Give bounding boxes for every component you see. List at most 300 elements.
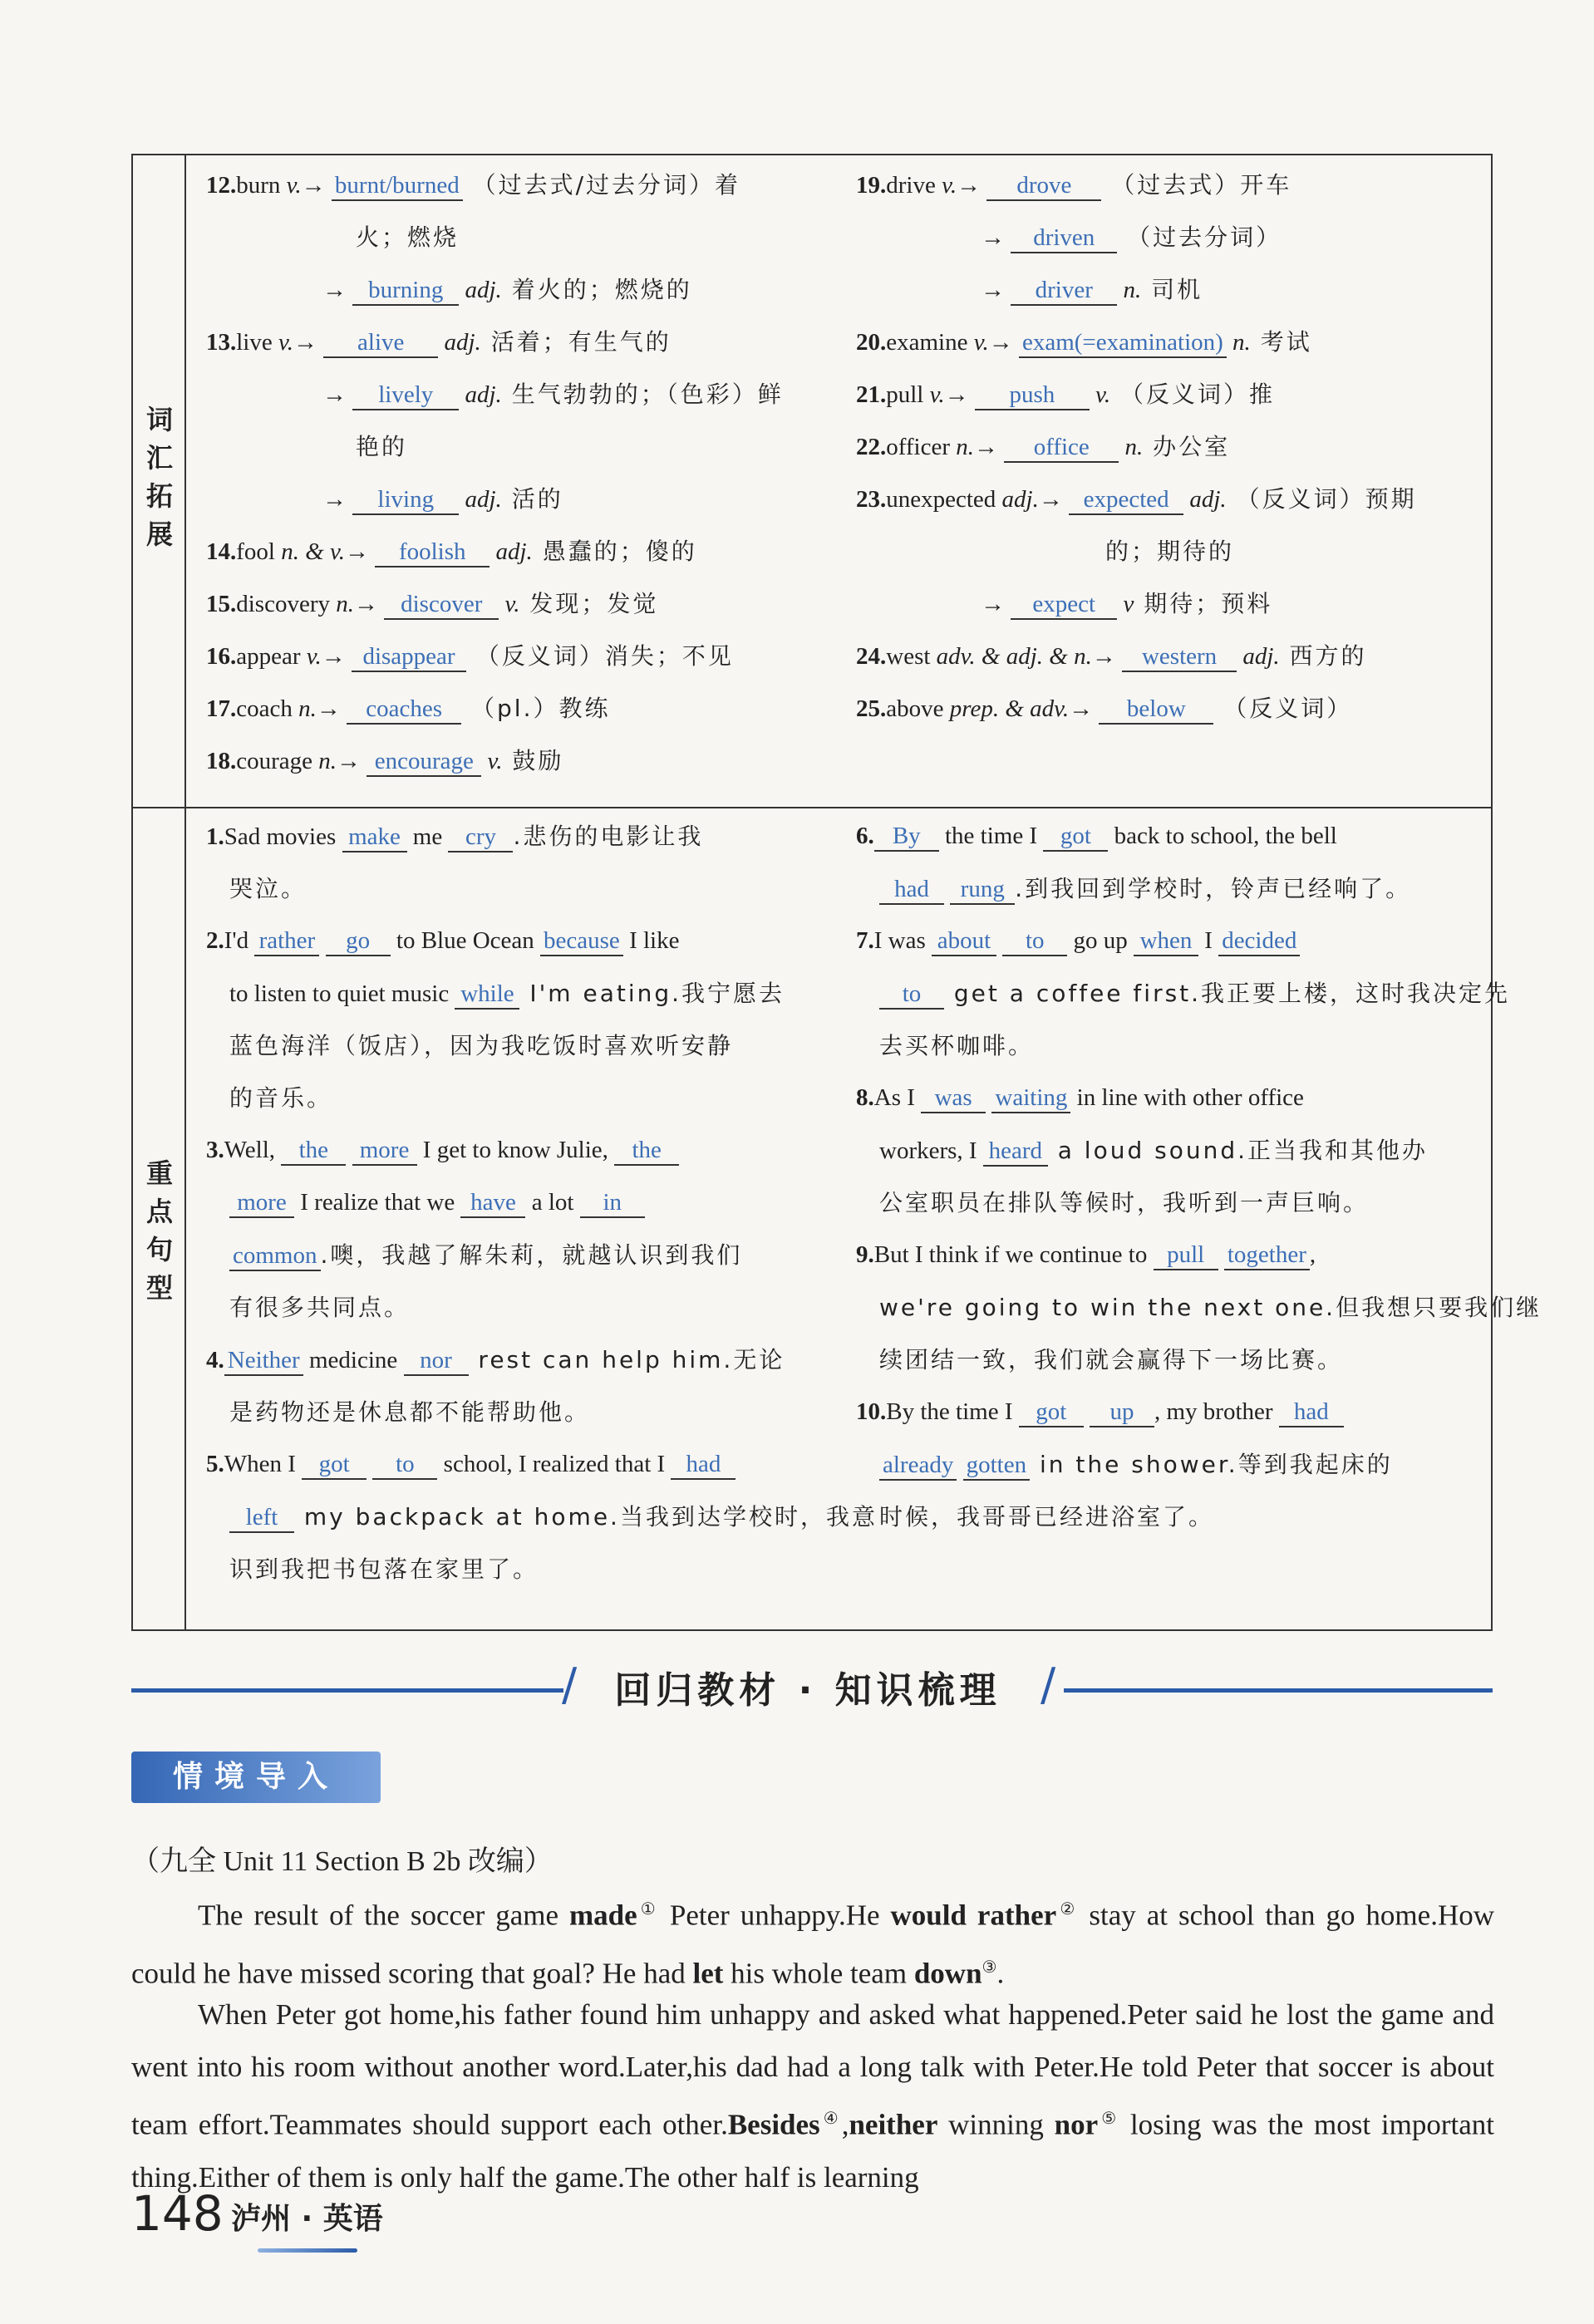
reading-text: stay at school than go home.How could he have missed scoring that goal? He had	[131, 1899, 1494, 1990]
sentence-number: 7.	[856, 927, 874, 954]
sentence-line	[879, 1124, 1428, 1177]
part-of-speech: prep. & adv.→	[949, 695, 1094, 722]
sentence-line	[229, 1229, 742, 1282]
answer-blank: encourage	[367, 747, 481, 777]
sentence-text: I'd	[224, 927, 255, 954]
sentence-line	[206, 915, 679, 967]
vocab-line	[856, 368, 1275, 421]
arrow-glyph: →	[981, 224, 1011, 251]
part-of-speech: adj.	[495, 538, 533, 565]
reading-text: losing was the most important thing.Either of them is only half the game.The other half is learning	[131, 2108, 1494, 2194]
vocab-label-4: 展	[145, 518, 173, 550]
key-phrase: Besides	[727, 2108, 820, 2141]
vocab-line	[856, 682, 1352, 735]
footnote-marker: ③	[981, 1958, 997, 1977]
headword: fool	[236, 538, 282, 565]
answer-blank: to	[879, 980, 944, 1010]
answer-blank: By	[874, 822, 939, 852]
key-phrase: down	[913, 1957, 982, 1990]
item-number: 14.	[206, 538, 237, 565]
answer-blank: lively	[352, 381, 459, 410]
vocab-line	[206, 577, 658, 631]
sentence-line	[229, 1386, 590, 1439]
sentence-text: 去买杯咖啡。	[879, 1032, 1035, 1059]
sentence-line	[879, 862, 1411, 916]
part-of-speech: v	[1123, 591, 1134, 617]
item-number: 13.	[206, 329, 237, 356]
part-of-speech: n.	[1123, 277, 1142, 303]
item-number: 12.	[206, 172, 237, 199]
answer-blank: heard	[983, 1137, 1048, 1167]
sentence-text: back to school, the bell	[1108, 823, 1337, 849]
sentence-line	[206, 810, 703, 863]
part-of-speech: v.→	[306, 643, 346, 670]
gloss-continued: 艳的	[356, 433, 408, 460]
scene-intro-tag: 情境导入	[131, 1752, 381, 1803]
reading-text: winning	[937, 2108, 1055, 2141]
answer-blank: expected	[1069, 485, 1183, 515]
part-of-speech: v.→	[929, 381, 969, 408]
answer-blank: had	[1279, 1398, 1344, 1427]
answer-blank: had	[671, 1450, 736, 1480]
part-of-speech: n.→	[298, 695, 341, 722]
sentence-number: 8.	[856, 1084, 874, 1111]
part-of-speech: n. & v.→	[281, 538, 369, 565]
reading-text: When Peter got home,his father found him unhappy and asked what happened.Peter said he lost the game and went into his room without another word.Later,his dad had a long talk with Peter.He told Peter that soccer is about team effort.Teammates should support each other.	[131, 1998, 1494, 2141]
vocab-line	[206, 682, 610, 735]
reading-text: The result of the soccer game	[198, 1899, 569, 1932]
answer-blank: rung	[950, 875, 1015, 905]
sentence-text: 哭泣。	[229, 875, 307, 902]
banner-line-right	[1064, 1688, 1493, 1693]
sentence-line	[879, 1281, 1542, 1334]
gloss: 活的	[501, 485, 563, 513]
vocab-line	[206, 316, 672, 369]
sentence-text: 公室职员在排队等候时，我听到一声巨响。	[879, 1189, 1370, 1216]
part-of-speech: adj.	[1242, 643, 1280, 670]
answer-blank: decided	[1218, 926, 1300, 956]
headword: drive	[886, 172, 942, 199]
vocab-line	[206, 735, 563, 788]
gloss: 办公室	[1143, 433, 1231, 460]
sentence-text	[1084, 1398, 1090, 1425]
sentence-text: a lot	[525, 1189, 580, 1216]
sentence-text: medicine	[303, 1347, 404, 1373]
part-of-speech: v.→	[973, 329, 1013, 356]
vocab-right-column	[856, 155, 1488, 807]
reading-source: （九全 Unit 11 Section B 2b 改编）	[131, 1846, 553, 1877]
vocab-line	[981, 577, 1272, 631]
sentence-line	[229, 862, 307, 916]
answer-blank: office	[1004, 433, 1119, 463]
reading-paragraph-2	[131, 1988, 1494, 2204]
sentence-text: we're going to win the next one.但我想只要我们继	[879, 1294, 1542, 1321]
answer-blank: cry	[448, 823, 513, 852]
part-of-speech: v.→	[286, 172, 326, 199]
footnote-marker: ⑤	[1098, 2110, 1120, 2128]
item-number: 25.	[856, 695, 887, 722]
sentence-number: 9.	[856, 1241, 874, 1268]
vocab-section	[133, 155, 1491, 808]
answer-blank: below	[1099, 695, 1213, 725]
sentence-number: 3.	[206, 1137, 224, 1163]
arrow-glyph: →	[981, 277, 1011, 303]
gloss: 愚蠢的；傻的	[532, 538, 697, 565]
sentence-line	[879, 1438, 1393, 1491]
answer-blank: driver	[1011, 276, 1117, 306]
gloss: 生气勃勃的；（色彩）鲜	[501, 381, 784, 408]
gloss: 司机	[1141, 276, 1203, 303]
vocab-line	[206, 525, 697, 578]
key-phrase: let	[692, 1957, 724, 1990]
answer-blank: because	[540, 926, 623, 956]
gloss: 期待；预料	[1134, 590, 1273, 617]
sentence-text: As I	[873, 1084, 922, 1111]
sentence-text: get a coffee first.我正要上楼，这时我决定先	[944, 980, 1511, 1007]
sentence-text: to Blue Ocean	[390, 927, 541, 954]
headword: above	[886, 695, 950, 722]
part-of-speech: n.→	[336, 591, 378, 617]
part-of-speech: n.→	[956, 434, 998, 460]
answer-blank: burnt/burned	[332, 171, 463, 201]
gloss: 发现；发觉	[519, 590, 659, 617]
answer-blank: disappear	[352, 642, 466, 672]
part-of-speech: v.	[487, 748, 503, 774]
sentence-text	[367, 1451, 372, 1477]
answer-blank: was	[921, 1083, 986, 1113]
sentence-text: me	[406, 823, 449, 850]
answer-blank: more	[229, 1188, 294, 1218]
item-number: 18.	[206, 748, 237, 774]
answer-blank: alive	[323, 328, 438, 358]
sentence-text: the time I	[938, 823, 1044, 849]
sentence-text	[1218, 1241, 1224, 1268]
vocab-line	[1105, 525, 1234, 578]
arrow-glyph: →	[322, 277, 353, 303]
vocab-line	[856, 316, 1312, 369]
sentence-text	[346, 1137, 352, 1163]
answer-blank: nor	[404, 1346, 469, 1376]
sentence-text: 时候，我哥哥已经进浴室了。	[879, 1503, 1215, 1530]
part-of-speech: adj.	[465, 381, 502, 408]
sentence-number: 6.	[856, 823, 874, 849]
answer-blank: left	[229, 1503, 294, 1533]
sentence-text: Well,	[224, 1137, 282, 1163]
sentence-line	[856, 810, 1337, 862]
answer-blank: make	[342, 823, 407, 852]
sentence-text: By the time I	[886, 1398, 1019, 1425]
sentence-text: in line with other office	[1070, 1084, 1304, 1111]
gloss-continued: 的；期待的	[1105, 538, 1235, 565]
headword: live	[236, 329, 278, 356]
sentence-line	[229, 1177, 645, 1229]
sentence-text: 有很多共同点。	[229, 1294, 411, 1321]
vocab-label-1: 词	[145, 404, 173, 435]
sentence-text: ,	[1309, 1241, 1316, 1268]
reading-text: .	[996, 1957, 1005, 1990]
sentence-section	[133, 807, 1542, 1631]
gloss: （pl.）教练	[461, 695, 611, 722]
item-number: 15.	[206, 591, 237, 617]
sentence-number: 2.	[206, 927, 224, 954]
sentence-line	[856, 915, 1300, 967]
sentence-line	[856, 1229, 1316, 1281]
arrow-glyph: →	[322, 381, 353, 408]
vocab-line	[356, 420, 407, 474]
gloss: （过去分词）	[1117, 224, 1282, 251]
sentence-line	[879, 967, 1510, 1020]
banner-slash-right: /	[1041, 1658, 1056, 1711]
answer-blank: living	[352, 485, 459, 515]
sentence-line	[229, 1281, 410, 1334]
reading-text: Peter unhappy.He	[658, 1899, 891, 1932]
key-phrase: made	[568, 1899, 637, 1932]
answer-blank: to	[1002, 926, 1067, 956]
answer-blank: exam(=examination)	[1019, 328, 1227, 358]
answer-blank: waiting	[991, 1083, 1070, 1113]
banner-line-left	[131, 1688, 563, 1693]
answer-blank: burning	[352, 276, 459, 306]
sentence-label-4: 型	[145, 1272, 173, 1304]
answer-blank: rather	[254, 926, 319, 956]
part-of-speech: adj.	[444, 329, 481, 356]
sentence-line	[229, 1072, 332, 1125]
vocab-line	[322, 473, 563, 526]
part-of-speech: adj.	[1189, 486, 1227, 513]
vocab-label-2: 汇	[145, 442, 173, 474]
reading-text: ,	[841, 2108, 849, 2141]
vocab-line	[856, 420, 1230, 474]
item-number: 21.	[856, 381, 887, 408]
gloss: 鼓励	[502, 747, 564, 774]
item-number: 23.	[856, 486, 887, 513]
sentence-label-3: 句	[145, 1234, 173, 1265]
sentence-text: school, I realized that I	[437, 1451, 672, 1477]
answer-blank: already	[879, 1451, 957, 1481]
headword: discovery	[236, 591, 337, 617]
answer-blank: more	[352, 1136, 417, 1166]
arrow-glyph: →	[322, 486, 353, 513]
sentence-text: .悲伤的电影让我	[513, 823, 704, 850]
sentence-text: in the shower.等到我起床的	[1030, 1451, 1393, 1478]
sentence-line	[229, 1543, 539, 1596]
answer-blank: coaches	[347, 695, 461, 725]
banner-slash-left: /	[562, 1658, 578, 1711]
sentence-text: a loud sound.正当我和其他办	[1047, 1137, 1429, 1164]
footnote-marker: ①	[637, 1900, 659, 1919]
vocab-line	[322, 368, 784, 421]
headword: appear	[236, 643, 307, 670]
arrow-glyph: →	[981, 591, 1011, 617]
sentence-line	[206, 1438, 736, 1491]
sentence-line	[206, 1124, 679, 1177]
footnote-marker: ④	[819, 2110, 842, 2128]
sentence-text: Sad movies	[224, 823, 342, 850]
part-of-speech: v.	[504, 591, 520, 617]
answer-blank: gotten	[963, 1451, 1031, 1481]
part-of-speech: v.	[1095, 381, 1111, 408]
answer-blank: had	[879, 875, 944, 905]
answer-blank: got	[302, 1450, 367, 1480]
sentence-right-column	[856, 807, 1542, 1631]
headword: coach	[236, 695, 299, 722]
gloss: （反义词）预期	[1226, 485, 1417, 513]
part-of-speech: v.→	[942, 172, 981, 199]
sentence-line	[879, 1177, 1369, 1230]
vocab-line	[206, 159, 740, 212]
item-number: 17.	[206, 695, 237, 722]
answer-blank: the	[614, 1136, 679, 1166]
sentence-text	[957, 1452, 962, 1478]
gloss: 考试	[1250, 328, 1312, 356]
vocab-line	[856, 159, 1291, 212]
sentence-text: 是药物还是休息都不能帮助他。	[229, 1398, 591, 1426]
footer-accent-bar	[258, 2248, 357, 2253]
part-of-speech: adj.	[465, 277, 502, 303]
answer-blank: got	[1043, 822, 1108, 852]
answer-blank: common	[229, 1241, 321, 1271]
answer-blank: when	[1134, 926, 1198, 956]
answer-blank: have	[460, 1188, 525, 1218]
sentence-text: , my brother	[1154, 1398, 1279, 1425]
section-banner-title: 回归教材 · 知识梳理	[614, 1669, 1001, 1712]
gloss: （反义词）	[1213, 695, 1353, 722]
sentence-text: When I	[224, 1451, 303, 1477]
part-of-speech: v.→	[278, 329, 317, 356]
part-of-speech: n.→	[318, 748, 362, 774]
sentence-number: 4.	[206, 1347, 224, 1373]
key-phrase: nor	[1054, 2108, 1099, 2141]
headword: unexpected	[886, 486, 1002, 513]
sentence-line	[879, 1334, 1343, 1387]
sentence-text: 蓝色海洋（饭店），因为我吃饭时喜欢听安静	[229, 1032, 734, 1059]
answer-blank: push	[975, 381, 1090, 410]
vocab-line	[356, 211, 459, 264]
sentence-line	[206, 1334, 785, 1387]
key-phrase: neither	[849, 2108, 938, 2141]
key-phrase: would rather	[890, 1899, 1057, 1932]
gloss: （过去式/过去分词）着	[462, 171, 741, 199]
review-table	[131, 154, 1542, 1631]
sentence-text	[319, 927, 325, 954]
sentence-text	[986, 1084, 991, 1111]
sentence-line	[229, 967, 785, 1020]
sentence-number: 10.	[856, 1398, 887, 1425]
headword: west	[886, 643, 937, 670]
answer-blank: while	[455, 980, 519, 1010]
sentence-label-2: 点	[145, 1196, 173, 1227]
gloss: （过去式）开车	[1101, 171, 1292, 199]
answer-blank: about	[932, 926, 996, 956]
gloss: 西方的	[1279, 642, 1367, 670]
answer-blank: drove	[986, 171, 1101, 201]
sentence-text: 识到我把书包落在家里了。	[229, 1555, 539, 1583]
answer-blank: to	[372, 1450, 437, 1480]
sentence-number: 1.	[206, 823, 224, 850]
headword: pull	[886, 381, 930, 408]
sentence-text: I realize that we	[294, 1189, 461, 1216]
vocab-label-3: 拓	[145, 480, 173, 512]
reading-paragraph-1	[131, 1884, 1494, 1999]
part-of-speech: adj.→	[1001, 486, 1063, 513]
headword: burn	[236, 172, 287, 199]
answer-blank: got	[1019, 1398, 1084, 1427]
vocab-left-column	[206, 155, 821, 807]
sentence-line	[229, 1491, 878, 1544]
sentence-text: 续团结一致，我们就会赢得下一场比赛。	[879, 1346, 1344, 1373]
answer-blank: in	[580, 1188, 645, 1218]
headword: officer	[886, 434, 957, 460]
item-number: 20.	[856, 329, 887, 356]
vocab-line	[856, 473, 1417, 526]
answer-blank: Neither	[224, 1346, 303, 1376]
gloss: （反义词）消失；不见	[466, 642, 734, 670]
answer-blank: western	[1122, 642, 1237, 672]
sentence-text: I'm eating.我宁愿去	[519, 980, 785, 1007]
sentence-label-1: 重	[145, 1157, 173, 1189]
page-subject-title: 泸州 · 英语	[231, 2202, 383, 2236]
sentence-text: But I think if we continue to	[873, 1241, 1154, 1268]
sentence-text: I get to know Julie,	[416, 1137, 615, 1163]
sentence-text: go up	[1067, 927, 1134, 954]
gloss: 活着；有生气的	[480, 328, 672, 356]
answer-blank: up	[1090, 1398, 1154, 1427]
part-of-speech: n.	[1124, 434, 1144, 460]
sentence-text: I was	[873, 927, 932, 954]
answer-blank: driven	[1011, 224, 1117, 253]
sentence-text: .噢，我越了解朱莉，就越认识到我们	[320, 1241, 743, 1269]
vocab-line	[981, 211, 1282, 264]
sentence-text: to listen to quiet music	[229, 980, 455, 1007]
sentence-side-label	[133, 807, 186, 1631]
part-of-speech: n.	[1232, 329, 1251, 356]
answer-blank: discover	[384, 590, 499, 620]
sentence-text: my backpack at home.当我到达学校时，我意	[294, 1503, 878, 1530]
vocab-side-label	[133, 155, 186, 807]
sentence-line	[229, 1020, 733, 1073]
answer-blank: foolish	[375, 538, 490, 567]
sentence-text: workers, I	[879, 1137, 983, 1164]
page-number: 148	[131, 2185, 224, 2242]
gloss: （反义词）推	[1110, 381, 1275, 408]
answer-blank: go	[326, 926, 391, 956]
gloss-continued: 火；燃烧	[356, 224, 460, 251]
vocab-line	[322, 263, 692, 317]
reading-text: his whole team	[723, 1957, 914, 1990]
sentence-text: I	[1198, 927, 1219, 954]
answer-blank: the	[281, 1136, 346, 1166]
vocab-line	[206, 630, 734, 683]
vocab-line	[856, 630, 1367, 683]
footnote-marker: ②	[1056, 1900, 1079, 1919]
gloss: 着火的；燃烧的	[501, 276, 692, 303]
sentence-line	[856, 1072, 1304, 1124]
item-number: 16.	[206, 643, 237, 670]
sentence-text	[996, 927, 1002, 954]
sentence-text: .到我回到学校时，铃声已经响了。	[1015, 875, 1412, 902]
item-number: 22.	[856, 434, 887, 460]
vocab-line	[981, 263, 1203, 317]
headword: examine	[886, 329, 974, 356]
sentence-text: I like	[622, 927, 680, 954]
answer-blank: expect	[1011, 590, 1117, 620]
part-of-speech: adj.	[465, 486, 502, 513]
sentence-line	[879, 1491, 1214, 1544]
answer-blank: together	[1224, 1241, 1310, 1270]
sentence-text: 的音乐。	[229, 1084, 333, 1112]
sentence-text: rest can help him.无论	[468, 1346, 785, 1373]
item-number: 24.	[856, 643, 887, 670]
